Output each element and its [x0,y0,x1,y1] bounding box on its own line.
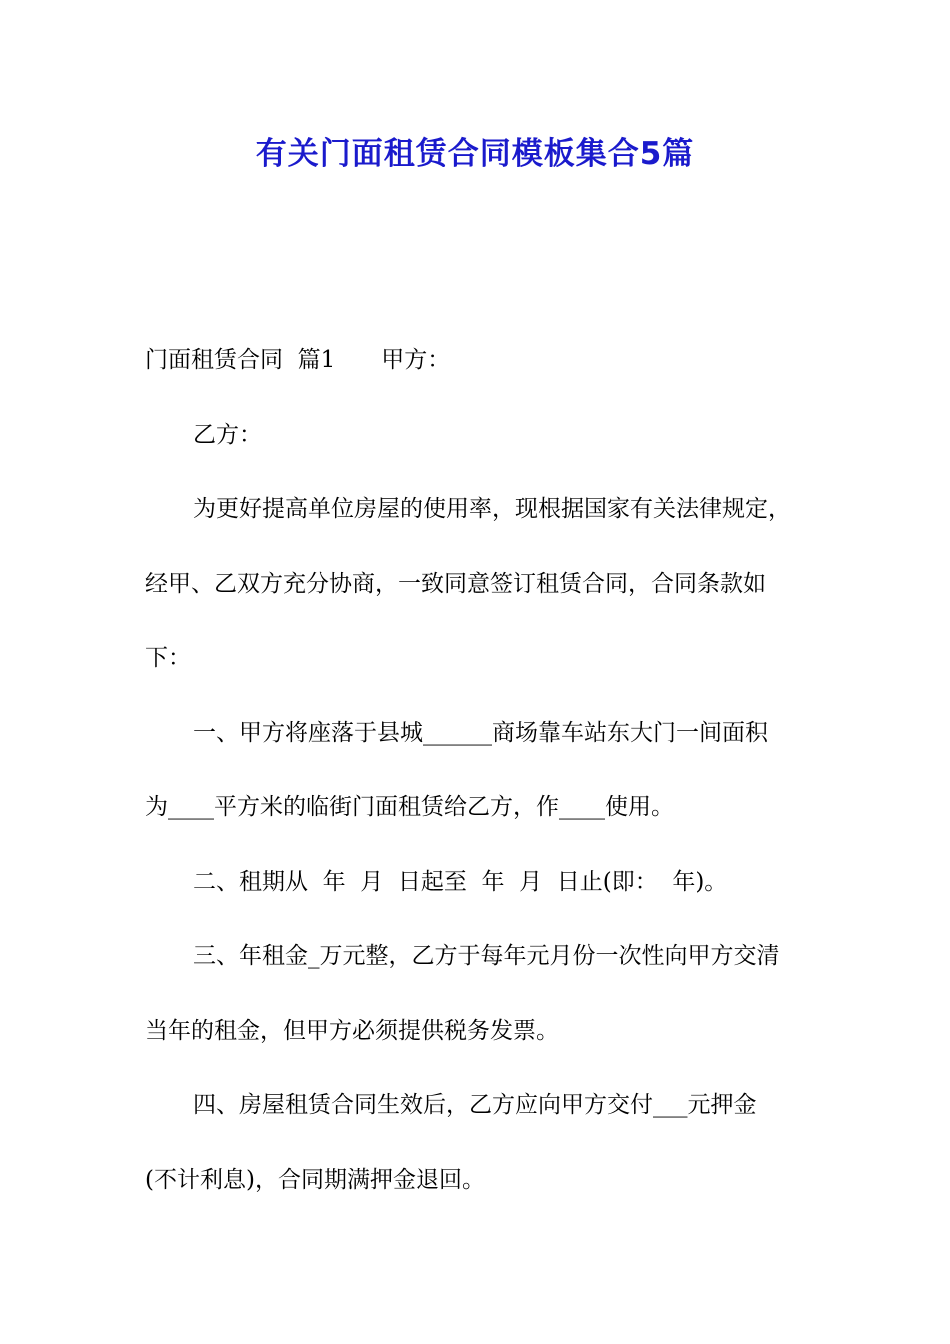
paragraph-line: 为____平方米的临街门面租赁给乙方，作____使用。 [145,794,674,820]
paragraph-line: 经甲、乙双方充分协商，一致同意签订租赁合同，合同条款如 [145,571,766,597]
party-a-label: 甲方： [381,347,451,373]
paragraph-line: 四、房屋租赁合同生效后，乙方应向甲方交付___元押金 [193,1092,757,1118]
section-title: 门面租赁合同 篇1 [145,347,336,373]
paragraph-line: 为更好提高单位房屋的使用率，现根据国家有关法律规定， [193,496,791,522]
paragraph-line: 三、年租金_万元整，乙方于每年元月份一次性向甲方交清 [193,943,780,969]
paragraph-line: 下： [145,645,191,671]
heading-line [145,345,815,375]
document-title: 有关门面租赁合同模板集合5篇 [255,136,695,172]
paragraph-line: (不计利息)，合同期满押金退回。 [145,1167,485,1193]
paragraph-line: 一、甲方将座落于县城______商场靠车站东大门一间面积 [193,720,768,746]
party-b-label: 乙方： [193,422,262,448]
paragraph-line: 二、租期从 年 月 日起至 年 月 日止(即： 年)。 [193,869,728,895]
paragraph-line: 当年的租金，但甲方必须提供税务发票。 [145,1018,559,1044]
